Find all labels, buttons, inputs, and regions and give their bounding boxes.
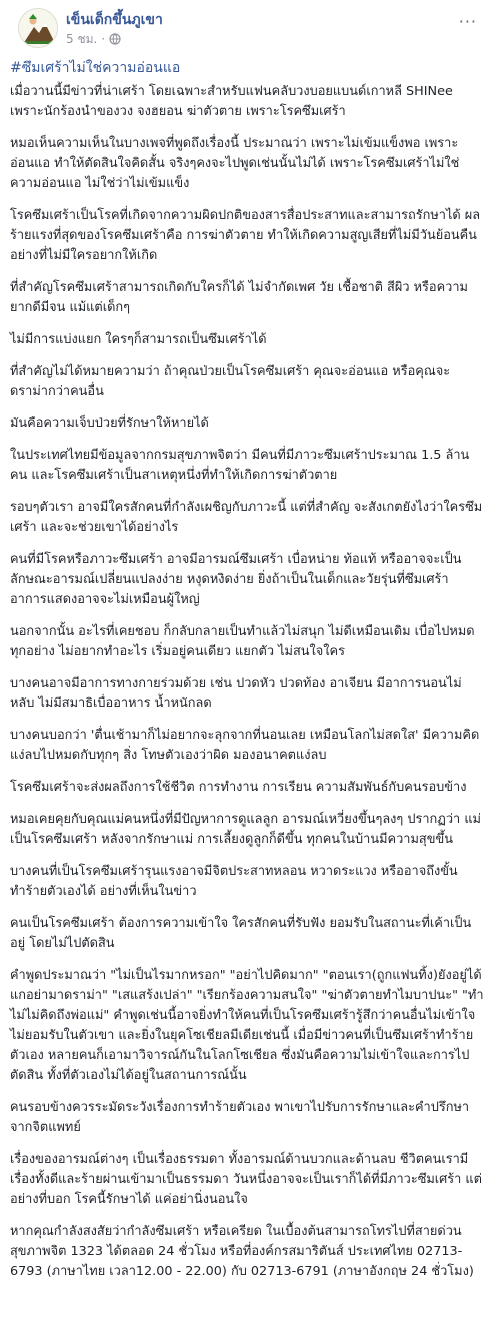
hashtag-link[interactable]: #ซึมเศร้าไม่ใช่ความอ่อนแอ <box>10 60 181 76</box>
post-paragraph: หากคุณกำลังสงสัยว่ากำลังซึมเศร้า หรือเครียด ในเบื้องต้นสามารถโทรไปที่สายด่วนสุขภาพจิต 1323 ได้ตลอด 24 ชั่วโมง หรือที่องค์กรสมาริตันส์ ประเทศไทย 02713-6793 (ภาษาไทย เวลา12.00 - 22.00) กับ 02713-6791 (ภาษาอังกฤษ 24 ชั่วโมง) <box>10 1224 474 1279</box>
post-paragraph: บางคนบอกว่า 'ตื่นเช้ามาก็ไม่อยากจะลุกจากที่นอนเลย เหมือนโลกไม่สดใส' มีความคิดแง่ลบไปหมดกับทุกๆ สิ่ง โทษตัวเองว่าผิด มองอนาคตแง่ลบ <box>10 728 480 763</box>
post-paragraph: เมื่อวานนี้มีข่าวที่น่าเศร้า โดยเฉพาะสำหรับแฟนคลับวงบอยแบนด์เกาหลี SHINee เพราะนักร้องนำของวง จงฮยอน ฆ่าตัวตาย เพราะโรคซึมเศร้า <box>10 84 453 119</box>
post-paragraph: หมอเคยคุยกับคุณแม่คนหนึ่งที่มีปัญหาการดูแลลูก อารมณ์เหวี่ยงขึ้นๆลงๆ ปรากฏว่า แม่เป็นโรคซึมเศร้า หลังจากรักษาแม่ การเลี้ยงดูลูกก็ดีขึ้น ทุกคนในบ้านมีความสุขขึ้น <box>10 812 481 847</box>
post-paragraph: นอกจากนั้น อะไรที่เคยชอบ ก็กลับกลายเป็นทำแล้วไม่สนุก ไม่ดีเหมือนเดิม เบื่อไปหมดทุกอย่าง ไม่อยากทำอะไร เริ่มอยู่คนเดียว แยกตัว ไม่สนใจใคร <box>10 624 475 659</box>
post-paragraph: คนที่มีโรคหรือภาวะซึมเศร้า อาจมีอารมณ์ซึมเศร้า เบื่อหน่าย ท้อแท้ หรืออาจจะเป็นลักษณะอารมณ์เปลี่ยนแปลงง่าย หงุดหงิดง่าย ยิ่งถ้าเป็นในเด็กและวัยรุ่นที่ซึมเศร้าอาการแสดงอาจจะไม่เหมือนผู้ใหญ่ <box>10 552 462 607</box>
post-paragraph: คำพูดประมาณว่า "ไม่เป็นไรมากหรอก" "อย่าไปคิดมาก" "ตอนเรา(ถูกแฟนทิ้ง)ยังอยู่ได้ แกอย่ามาดราม่า" "เสแสร้งเปล่า" "เรียกร้องความสนใจ" "ฆ่าตัวตายทำไมบาปนะ" "ทำไม่ไม่คิดถึงพ่อแม่" คำพูดเช่นนี้อาจยิ่งทำให้คนที่เป็นโรคซึมเศร้ารู้สึกว่าคนอื่นไม่เข้าใจ ไม่ยอมรับในตัวเขา และยิ่งในยุคโซเชียลมีเดียเช่นนี้ เมื่อมีข่าวคนที่เป็นซึมเศร้าทำร้ายตัวเอง หลายคนก็เอามาวิจารณ์กันในโลกโซเชียล ซึ่งมันคือความไม่เข้าใจและการไปตัดสิน ทั้งที่ตัวเองไม่ได้อยู่ในสถานการณ์นั้น <box>10 968 484 1083</box>
post-paragraph: ในประเทศไทยมีข้อมูลจากกรมสุขภาพจิตว่า มีคนที่มีภาวะซึมเศร้าประมาณ 1.5 ล้านคน และโรคซึมเศร้าเป็นสาเหตุหนึ่งที่ทำให้เกิดการฆ่าตัวตาย <box>10 448 470 483</box>
post-paragraph: โรคซึมเศร้าเป็นโรคที่เกิดจากความผิดปกติของสารสื่อประสาทและสามารถรักษาได้ ผลร้ายแรงที่สุดของโรคซึมเศร้าคือ การฆ่าตัวตาย ทำให้เกิดความสูญเสียที่ไม่มีวันย้อนคืนอย่างที่ไม่มีใครอยากให้เกิด <box>10 208 481 263</box>
post-paragraph: คนรอบข้างควรระมัดระวังเรื่องการทำร้ายตัวเอง พาเขาไปรับการรักษาและคำปรึกษาจากจิตแพทย์ <box>10 1100 470 1135</box>
globe-icon[interactable] <box>109 33 121 48</box>
ellipsis-icon[interactable]: ··· <box>458 12 477 31</box>
meta-separator: · <box>101 32 106 46</box>
post-paragraph: คนเป็นโรคซึมเศร้า ต้องการความเข้าใจ ใครสักคนที่รับฟัง ยอมรับในสถานะที่เค้าเป็นอยู่ โดยไม่ไปตัดสิน <box>10 916 472 951</box>
post-paragraph: บางคนอาจมีอาการทางกายร่วมด้วย เช่น ปวดหัว ปวดท้อง อาเจียน มีอาการนอนไม่หลับ ไม่มีสมาธิเบื่ออาหาร น้ำหนักลด <box>10 676 462 711</box>
post-paragraph: ไม่มีการแบ่งแยก ใครๆก็สามารถเป็นซึมเศร้าได้ <box>10 332 267 347</box>
post-paragraph: ที่สำคัญไม่ได้หมายความว่า ถ้าคุณป่วยเป็นโรคซึมเศร้า คุณจะอ่อนแอ หรือคุณจะดราม่ากว่าคนอื่น <box>10 364 451 399</box>
post-timestamp[interactable]: 5 ชม. <box>66 32 98 46</box>
post-paragraph: โรคซึมเศร้าจะส่งผลถึงการใช้ชีวิต การทำงาน การเรียน ความสัมพันธ์กับคนรอบข้าง <box>10 780 467 795</box>
post-paragraph: บางคนที่เป็นโรคซึมเศร้ารุนแรงอาจมีจิตประสาทหลอน หวาดระแวง หรืออาจถึงขั้นทำร้ายตัวเองได้ อย่างที่เห็นในข่าว <box>10 864 458 899</box>
post-paragraph: รอบๆตัวเรา อาจมีใครสักคนที่กำลังเผชิญกับภาวะนี้ แต่ที่สำคัญ จะสังเกตยังไงว่าใครซึมเศร้า และจะช่วยเขาได้อย่างไร <box>10 500 483 535</box>
post-body <box>10 82 485 1282</box>
post-paragraph: มันคือความเจ็บป่วยที่รักษาให้หายได้ <box>10 416 209 431</box>
author-name[interactable]: เข็นเด็กขึ้นภูเขา <box>66 12 163 28</box>
avatar-mountain-icon <box>19 9 58 48</box>
post-paragraph: หมอเห็นความเห็นในบางเพจที่พูดถึงเรื่องนี้ ประมาณว่า เพราะไม่เข้มแข็งพอ เพราะอ่อนแอ ทำให้ตัดสินใจคิดสั้น จริงๆคงจะไปพูดเช่นนั้นไม่ได้ เพราะโรคซึมเศร้าไม่ใช่ความอ่อนแอ ไม่ใช่ว่าไม่เข้มแข็ง <box>10 136 460 191</box>
post-header <box>10 0 485 52</box>
page-avatar[interactable] <box>18 8 58 48</box>
post-paragraph: เรื่องของอารมณ์ต่างๆ เป็นเรื่องธรรมดา ทั้งอารมณ์ด้านบวกและด้านลบ ชีวิตคนเรามีเรื่องทั้งดีและร้ายผ่านเข้ามาเป็นธรรมดา วันหนึ่งอาจจะเป็นเราก็ได้ที่มีภาวะซึมเศร้า แต่อย่างที่บอก โรคนี้รักษาได้ แค่อย่านิ่งนอนใจ <box>10 1152 482 1207</box>
post-meta <box>66 30 121 49</box>
post-paragraph: ที่สำคัญโรคซึมเศร้าสามารถเกิดกับใครก็ได้ ไม่จำกัดเพศ วัย เชื้อชาติ สีผิว หรือความยากดีมีจน แม้แต่เด็กๆ <box>10 280 468 315</box>
